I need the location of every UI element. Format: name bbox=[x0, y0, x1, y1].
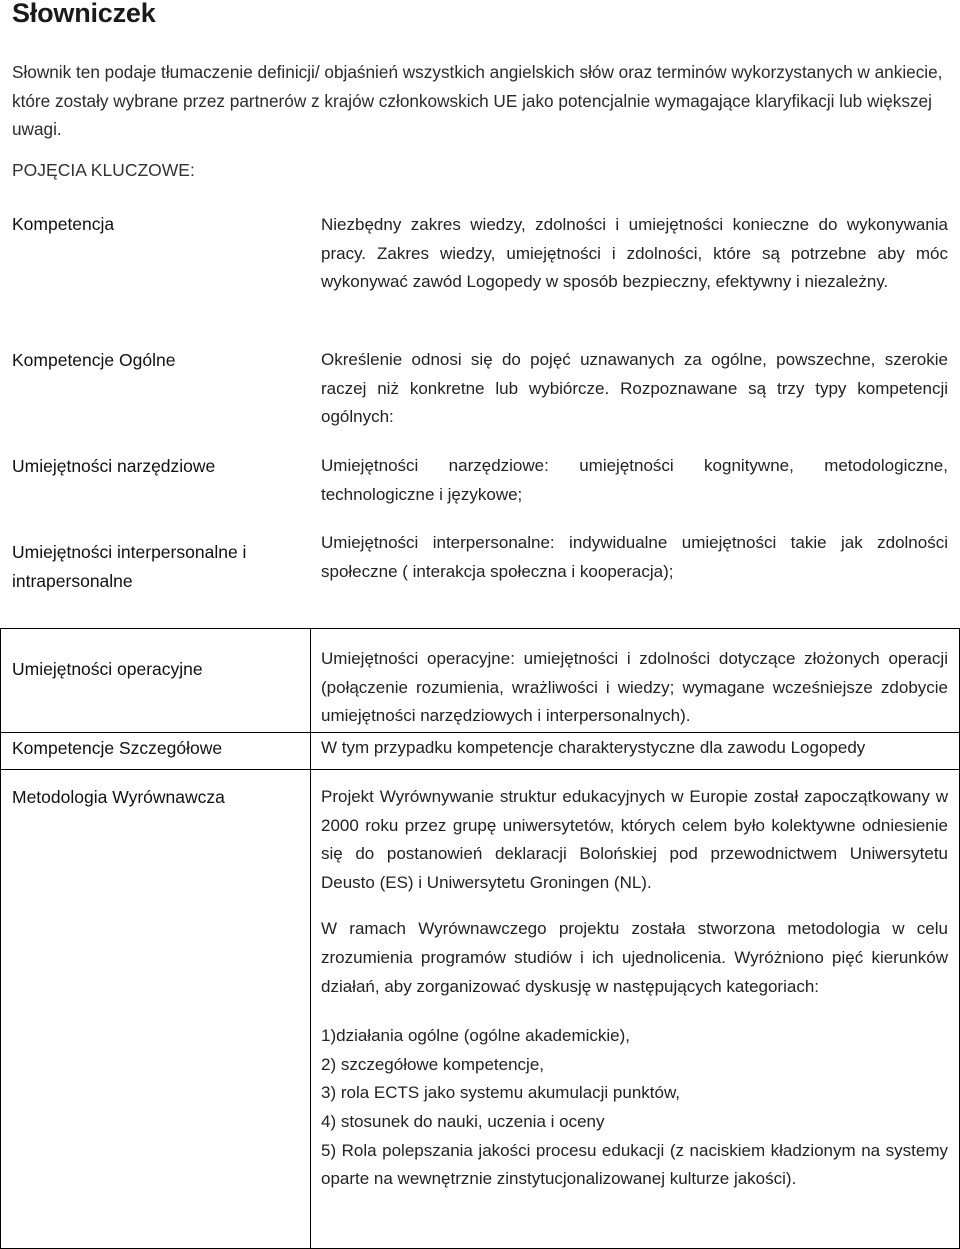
methodology-paragraph-1: Projekt Wyrównywanie struktur edukacyjnych w Europie został zapoczątkowany w 2000 roku przez grupę uniwersytetów, których celem było kolektywne odniesienie się do postanowień deklaracji Bolońskiej pod przewodnictwem Uniwersytetu Deusto (ES) i Uniwersytetu Groningen (NL). bbox=[321, 787, 948, 892]
definition-umiejetnosci-interpersonalne: Umiejętności interpersonalne: indywidualne umiejętności takie jak zdolności społeczne ( interakcja społeczna i kooperacja); bbox=[321, 533, 948, 581]
list-item: 2) szczegółowe kompetencje, bbox=[321, 1054, 545, 1074]
page-title: Słowniczek bbox=[12, 0, 156, 28]
definition-kompetencje-szczegolowe: W tym przypadku kompetencje charakterystyczne dla zawodu Logopedy bbox=[321, 738, 866, 757]
term-kompetencje-szczegolowe: Kompetencje Szczegółowe bbox=[12, 738, 223, 758]
term-kompetencja: Kompetencja bbox=[12, 214, 115, 234]
section-heading: POJĘCIA KLUCZOWE: bbox=[12, 160, 195, 180]
list-item: 1)działania ogólne (ogólne akademickie), bbox=[321, 1026, 631, 1046]
term-umiejetnosci-interpersonalne: Umiejętności interpersonalne i intrapersonalne bbox=[12, 542, 247, 591]
table-border-middle bbox=[310, 628, 311, 1249]
table-border-left bbox=[0, 628, 1, 1249]
definition-umiejetnosci-narzedziowe: Umiejętności narzędziowe: umiejętności kognitywne, metodologiczne, technologiczne i językowe; bbox=[321, 456, 948, 504]
table-row-divider bbox=[0, 769, 960, 770]
table-row-divider bbox=[0, 732, 960, 733]
definition-kompetencja: Niezbędny zakres wiedzy, zdolności i umiejętności konieczne do wykonywania pracy. Zakres wiedzy, umiejętności i zdolności, które są potrzebne aby móc wykonywać zawód Logopedy w sposób bezpieczny, efektywny i niezależny. bbox=[321, 215, 948, 292]
table-border-top bbox=[0, 628, 960, 629]
term-kompetencje-ogolne: Kompetencje Ogólne bbox=[12, 350, 176, 370]
methodology-paragraph-2: W ramach Wyrównawczego projektu została stworzona metodologia w celu zrozumienia programów studiów i ich ujednolicenia. Wyróżniono pięć kierunków działań, aby zorganizować dyskusję w następujących kategoriach: bbox=[321, 919, 948, 996]
term-metodologia-wyrownawcza: Metodologia Wyrównawcza bbox=[12, 787, 225, 807]
definition-umiejetnosci-operacyjne: Umiejętności operacyjne: umiejętności i zdolności dotyczące złożonych operacji (połączenie rozumienia, wrażliwości i wiedzy; wymagane wcześniejsze zdobycie umiejętności narzędziowych i interpersonalnych). bbox=[321, 649, 948, 726]
definition-kompetencje-ogolne: Określenie odnosi się do pojęć uznawanych za ogólne, powszechne, szerokie raczej niż konkretne lub wybiórcze. Rozpoznawane są trzy typy kompetencji ogólnych: bbox=[321, 350, 948, 427]
list-item: 5) Rola polepszania jakości procesu edukacji (z naciskiem kładzionym na systemy oparte na wewnętrznie zinstytucjonalizowanej kulturze jakości). bbox=[321, 1140, 948, 1189]
list-item: 3) rola ECTS jako systemu akumulacji punktów, bbox=[321, 1083, 681, 1103]
definition-metodologia-wyrownawcza bbox=[321, 783, 948, 1194]
term-umiejetnosci-operacyjne: Umiejętności operacyjne bbox=[12, 659, 203, 679]
list-item: 4) stosunek do nauki, uczenia i oceny bbox=[321, 1111, 605, 1131]
intro-paragraph: Słownik ten podaje tłumaczenie definicji/ objaśnień wszystkich angielskich słów oraz terminów wykorzystanych w ankiecie, które zostały wybrane przez partnerów z krajów członkowskich UE jako potencjalnie wymagające klaryfikacji lub większej uwagi. bbox=[12, 62, 943, 140]
term-umiejetnosci-narzedziowe: Umiejętności narzędziowe bbox=[12, 456, 216, 476]
methodology-list bbox=[321, 1022, 948, 1194]
